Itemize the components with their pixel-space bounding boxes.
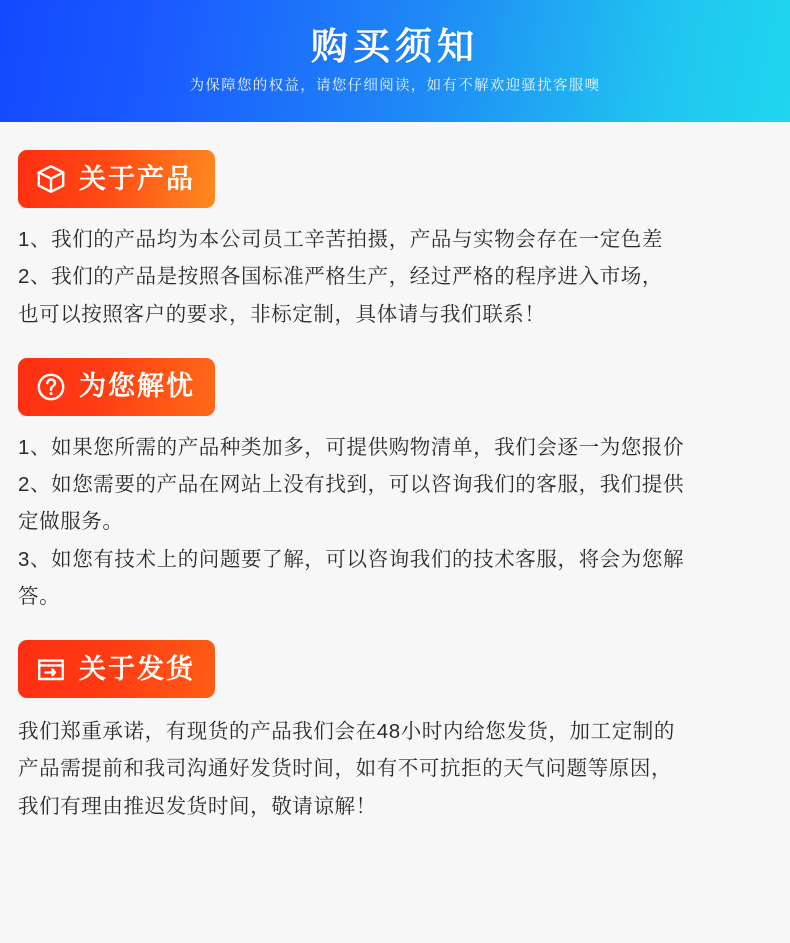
section-heading-about-shipping: [18, 640, 215, 698]
page-title: 购买须知: [311, 25, 479, 67]
section-about-shipping: [18, 640, 772, 824]
section-service-support: [18, 358, 772, 614]
body-line: 3、如您有技术上的问题要了解，可以咨询我们的技术客服，将会为您解: [18, 547, 685, 571]
section-about-product: [18, 150, 772, 332]
section-heading-service-support: [18, 358, 215, 416]
box-icon: [34, 162, 68, 196]
section-body-about-product: [18, 222, 772, 332]
body-line: 定做服务。: [18, 510, 124, 534]
page-subtitle: 为保障您的权益，请您仔细阅读，如有不解欢迎骚扰客服噢: [189, 77, 601, 94]
body-line: 产品需提前和我司沟通好发货时间，如有不可抗拒的天气问题等原因，: [18, 757, 673, 781]
section-body-about-shipping: [18, 714, 772, 824]
section-title-text: 为您解忧: [79, 371, 195, 402]
section-title-text: 关于发货: [79, 653, 195, 684]
body-line: 2、我们的产品是按照各国标准严格生产，经过严格的程序进入市场，: [18, 265, 663, 289]
body-line: 答。: [18, 584, 61, 608]
question-circle-icon: [34, 370, 68, 404]
section-title-text: 关于产品: [79, 163, 195, 194]
section-body-service-support: [18, 430, 772, 614]
section-heading-about-product: [18, 150, 215, 208]
body-line: 我们郑重承诺，有现货的产品我们会在48小时内给您发货，加工定制的: [18, 720, 676, 743]
page-banner: [0, 0, 790, 122]
content-area: [0, 150, 790, 824]
body-line: 我们有理由推迟发货时间，敬请谅解！: [18, 794, 377, 818]
body-line: 2、如您需要的产品在网站上没有找到，可以咨询我们的客服，我们提供: [18, 473, 685, 496]
body-line: 1、我们的产品均为本公司员工辛苦拍摄，产品与实物会存在一定色差: [18, 228, 663, 251]
delivery-box-icon: [34, 652, 68, 686]
body-line: 1、如果您所需的产品种类加多，可提供购物清单，我们会逐一为您报价: [18, 435, 685, 459]
body-line: 也可以按照客户的要求，非标定制，具体请与我们联系！: [18, 302, 546, 326]
